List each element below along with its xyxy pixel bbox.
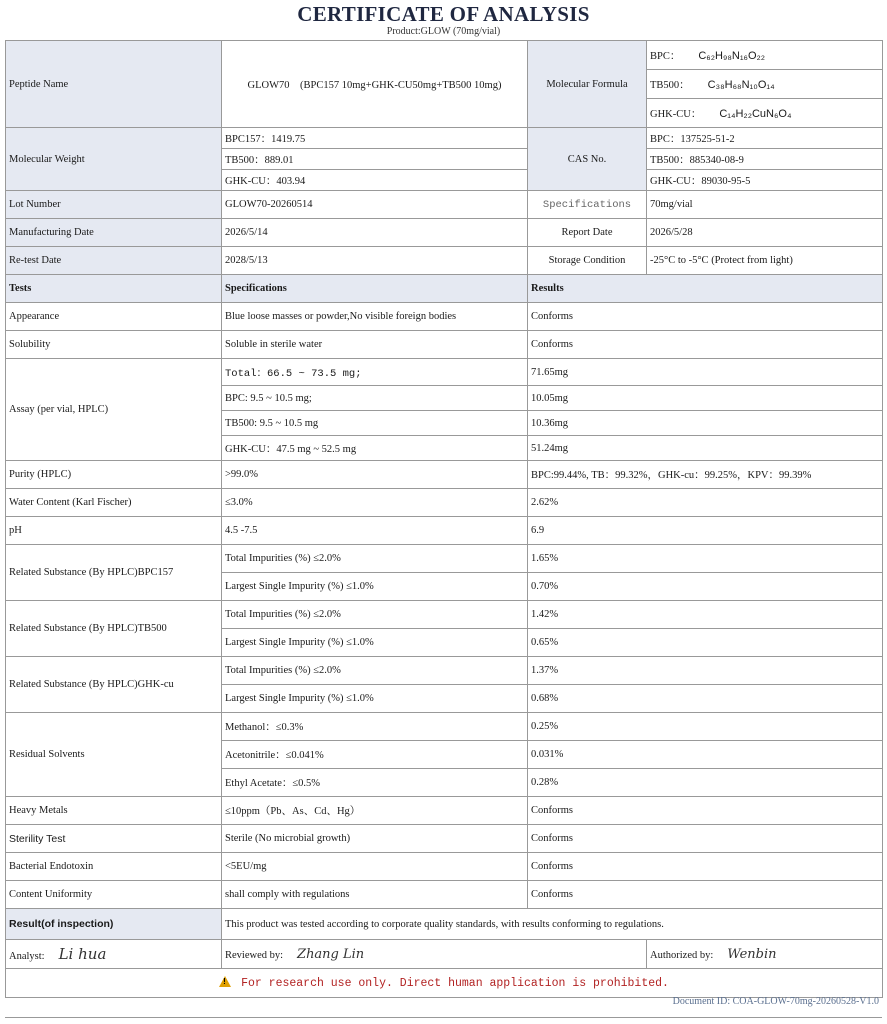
test-spec: BPC: 9.5 ~ 10.5 mg; — [222, 386, 528, 411]
test-spec: Total Impurities (%) ≤2.0% — [222, 657, 528, 685]
table-row — [6, 517, 883, 545]
test-spec: >99.0% — [222, 461, 528, 489]
test-result: 1.42% — [528, 601, 883, 629]
analyst-cell — [6, 940, 222, 969]
test-result: 10.05mg — [528, 386, 883, 411]
test-result: 51.24mg — [528, 436, 883, 461]
test-result: 10.36mg — [528, 411, 883, 436]
test-result: Conforms — [528, 881, 883, 909]
test-spec: <5EU/mg — [222, 853, 528, 881]
table-row — [6, 853, 883, 881]
test-spec: Acetonitrile：≤0.041% — [222, 741, 528, 769]
test-result: Conforms — [528, 303, 883, 331]
test-spec: shall comply with regulations — [222, 881, 528, 909]
test-spec: Soluble in sterile water — [222, 331, 528, 359]
retest-date-value: 2028/5/13 — [222, 247, 528, 275]
bottom-rule — [5, 1017, 882, 1018]
test-spec: Total Impurities (%) ≤2.0% — [222, 601, 528, 629]
test-spec: Total Impurities (%) ≤2.0% — [222, 545, 528, 573]
molecular-formula-label: Molecular Formula — [528, 41, 647, 128]
test-spec: Blue loose masses or powder,No visible foreign bodies — [222, 303, 528, 331]
test-result: Conforms — [528, 797, 883, 825]
report-date-value: 2026/5/28 — [647, 219, 883, 247]
test-name: Related Substance (By HPLC)BPC157 — [6, 545, 222, 601]
formula-ghk: GHK-CU： C₁₄H₂₂CuN₆O₄ — [647, 99, 883, 128]
lot-number-label: Lot Number — [6, 191, 222, 219]
test-spec: ≤3.0% — [222, 489, 528, 517]
test-result: 0.25% — [528, 713, 883, 741]
cas-tb500: TB500：885340-08-9 — [647, 149, 883, 170]
peptide-name-value: GLOW70 (BPC157 10mg+GHK-CU50mg+TB500 10mg) — [222, 41, 528, 128]
test-name: Bacterial Endotoxin — [6, 853, 222, 881]
manufacturing-date-value: 2026/5/14 — [222, 219, 528, 247]
table-row — [6, 601, 883, 629]
test-spec: GHK-CU：47.5 mg ~ 52.5 mg — [222, 436, 528, 461]
test-name: Assay (per vial, HPLC) — [6, 359, 222, 461]
test-result: BPC:99.44%, TB：99.32%，GHK-cu：99.25%，KPV：99.39% — [528, 461, 883, 489]
results-header: Results — [528, 275, 883, 303]
cas-ghk: GHK-CU：89030-95-5 — [647, 170, 883, 191]
mw-bpc: BPC157：1419.75 — [222, 128, 528, 149]
test-result: 71.65mg — [528, 359, 883, 386]
specifications-header: Specifications — [222, 275, 528, 303]
test-name: pH — [6, 517, 222, 545]
specifications-label: Specifications — [528, 191, 647, 219]
warning-icon — [219, 976, 231, 987]
table-row — [6, 797, 883, 825]
retest-date-label: Re-test Date — [6, 247, 222, 275]
authorized-signature: Wenbin — [727, 946, 777, 962]
table-row — [6, 713, 883, 741]
test-name: Related Substance (By HPLC)GHK-cu — [6, 657, 222, 713]
test-spec: TB500: 9.5 ~ 10.5 mg — [222, 411, 528, 436]
test-spec: Ethyl Acetate：≤0.5% — [222, 769, 528, 797]
table-row — [6, 359, 883, 386]
test-spec: Largest Single Impurity (%) ≤1.0% — [222, 573, 528, 601]
storage-condition-label: Storage Condition — [528, 247, 647, 275]
analyst-signature: Li hua — [58, 945, 107, 963]
test-name: Appearance — [6, 303, 222, 331]
table-row — [6, 303, 883, 331]
manufacturing-date-label: Manufacturing Date — [6, 219, 222, 247]
table-row — [6, 657, 883, 685]
mw-ghk: GHK-CU：403.94 — [222, 170, 528, 191]
test-spec: Methanol：≤0.3% — [222, 713, 528, 741]
cas-label: CAS No. — [528, 128, 647, 191]
table-row — [6, 489, 883, 517]
test-result: 0.65% — [528, 629, 883, 657]
test-name: Residual Solvents — [6, 713, 222, 797]
test-result: 6.9 — [528, 517, 883, 545]
result-inspection-label: Result(of inspection) — [6, 909, 222, 940]
lot-number-value: GLOW70-20260514 — [222, 191, 528, 219]
test-name: Related Substance (By HPLC)TB500 — [6, 601, 222, 657]
test-result: 1.37% — [528, 657, 883, 685]
table-row — [6, 545, 883, 573]
document-title: CERTIFICATE OF ANALYSIS — [297, 2, 590, 26]
test-spec: Total：66.5 ~ 73.5 mg; — [222, 359, 528, 386]
test-name: Heavy Metals — [6, 797, 222, 825]
report-date-label: Report Date — [528, 219, 647, 247]
molecular-weight-label: Molecular Weight — [6, 128, 222, 191]
product-subtitle: Product:GLOW (70mg/vial) — [386, 26, 501, 37]
test-result: 0.031% — [528, 741, 883, 769]
warning-text: For research use only. Direct human application is prohibited. — [241, 977, 669, 990]
authorized-label: Authorized by: — [650, 949, 714, 961]
test-name: Sterility Test — [6, 825, 222, 853]
formula-tb500: TB500： C₃₈H₆₈N₁₀O₁₄ — [647, 70, 883, 99]
test-name: Purity (HPLC) — [6, 461, 222, 489]
table-row — [6, 461, 883, 489]
test-spec: Largest Single Impurity (%) ≤1.0% — [222, 685, 528, 713]
test-name: Content Uniformity — [6, 881, 222, 909]
test-spec: Largest Single Impurity (%) ≤1.0% — [222, 629, 528, 657]
test-spec: 4.5 -7.5 — [222, 517, 528, 545]
peptide-name-label: Peptide Name — [6, 41, 222, 128]
table-row — [6, 881, 883, 909]
reviewed-signature: Zhang Lin — [297, 946, 365, 962]
mw-tb500: TB500：889.01 — [222, 149, 528, 170]
test-result: 0.28% — [528, 769, 883, 797]
coa-table — [5, 40, 883, 998]
table-row — [6, 825, 883, 853]
test-result: Conforms — [528, 853, 883, 881]
table-row — [6, 331, 883, 359]
test-result: 0.70% — [528, 573, 883, 601]
test-result: 2.62% — [528, 489, 883, 517]
formula-bpc: BPC： C₆₂H₉₈N₁₆O₂₂ — [647, 41, 883, 70]
test-result: 1.65% — [528, 545, 883, 573]
reviewed-cell — [222, 940, 647, 969]
specifications-value: 70mg/vial — [647, 191, 883, 219]
test-result: Conforms — [528, 331, 883, 359]
authorized-cell — [647, 940, 883, 969]
result-inspection-text: This product was tested according to corporate quality standards, with results conforming to regulations. — [222, 909, 883, 940]
warning-cell — [6, 969, 883, 998]
storage-condition-value: -25°C to -5°C (Protect from light) — [647, 247, 883, 275]
reviewed-label: Reviewed by: — [225, 949, 284, 961]
test-result: 0.68% — [528, 685, 883, 713]
test-spec: Sterile (No microbial growth) — [222, 825, 528, 853]
tests-header: Tests — [6, 275, 222, 303]
test-spec: ≤10ppm（Pb、As、Cd、Hg） — [222, 797, 528, 825]
test-name: Solubility — [6, 331, 222, 359]
analyst-label: Analyst: — [9, 951, 45, 962]
cas-bpc: BPC：137525-51-2 — [647, 128, 883, 149]
test-name: Water Content (Karl Fischer) — [6, 489, 222, 517]
document-id: Document ID: COA-GLOW-70mg-20260528-V1.0 — [672, 996, 879, 1007]
test-result: Conforms — [528, 825, 883, 853]
